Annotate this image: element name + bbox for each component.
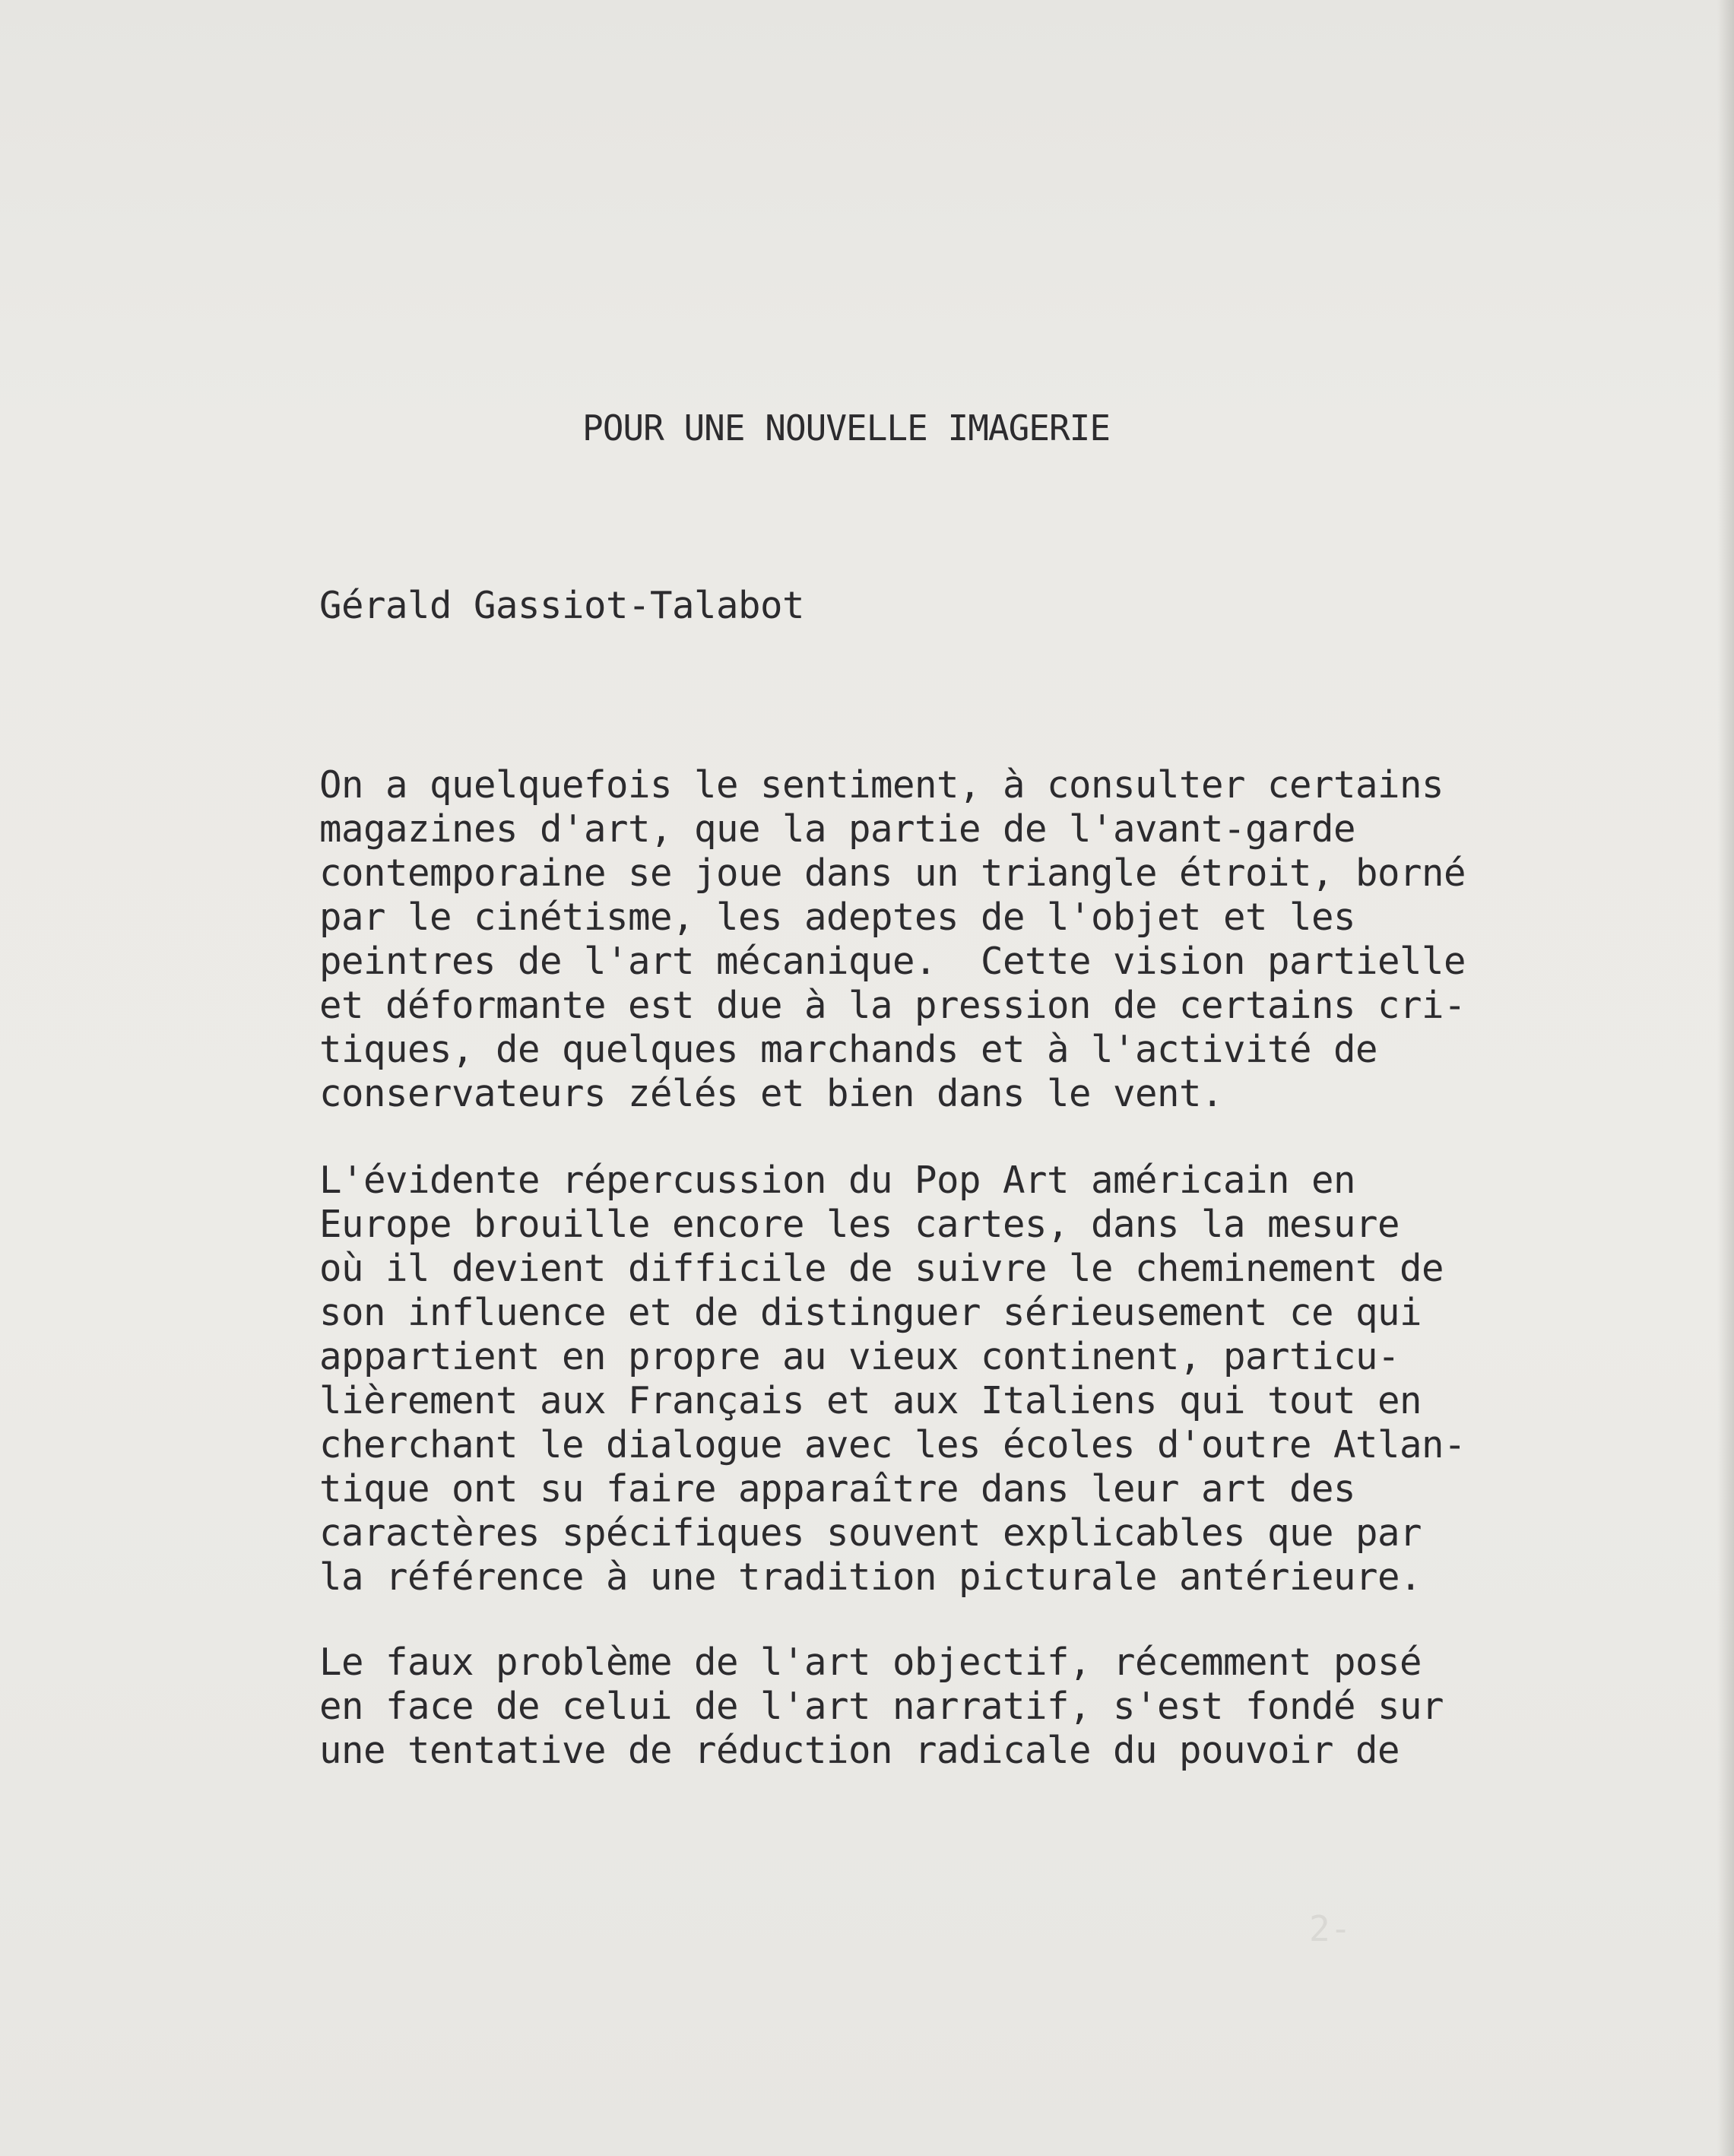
text-line: appartient en propre au vieux continent, particu- <box>319 1335 1400 1378</box>
text-line: lièrement aux Français et aux Italiens qui tout en <box>319 1379 1422 1422</box>
paragraph-3 <box>319 1641 1475 1773</box>
text-line: cherchant le dialogue avec les écoles d'outre Atlan- <box>319 1423 1466 1466</box>
text-line: L'évidente répercussion du Pop Art américain en <box>319 1159 1356 1202</box>
text-line: par le cinétisme, les adeptes de l'objet et les <box>319 896 1356 939</box>
text-line: son influence et de distinguer sérieusement ce qui <box>319 1291 1422 1334</box>
text-line: une tentative de réduction radicale du pouvoir de <box>319 1729 1400 1772</box>
text-line: caractères spécifiques souvent explicables que par <box>319 1511 1422 1555</box>
text-line: la référence à une tradition picturale antérieure. <box>319 1555 1422 1599</box>
text-line: où il devient difficile de suivre le cheminement de <box>319 1247 1444 1290</box>
paper-edge-shadow <box>1717 0 1734 2156</box>
text-line: et déformante est due à la pression de certains cri- <box>319 984 1466 1027</box>
paragraph-1 <box>319 763 1475 1116</box>
author-name: Gérald Gassiot-Talabot <box>319 584 805 627</box>
text-line: en face de celui de l'art narratif, s'est fondé sur <box>319 1685 1444 1728</box>
text-line: On a quelquefois le sentiment, à consulter certains <box>319 763 1444 807</box>
text-line: Le faux problème de l'art objectif, récemment posé <box>319 1641 1422 1684</box>
text-line: peintres de l'art mécanique. Cette vision partielle <box>319 940 1466 983</box>
text-line: conservateurs zélés et bien dans le vent. <box>319 1072 1224 1115</box>
text-line: Europe brouille encore les cartes, dans la mesure <box>319 1203 1400 1246</box>
text-line: tique ont su faire apparaître dans leur art des <box>319 1467 1356 1511</box>
text-line: magazines d'art, que la partie de l'avant-garde <box>319 807 1356 851</box>
paragraph-2 <box>319 1159 1475 1600</box>
text-line: contemporaine se joue dans un triangle étroit, borné <box>319 851 1466 895</box>
bleed-through-page-number: 2- <box>1309 1908 1352 1949</box>
document-title: POUR UNE NOUVELLE IMAGERIE <box>582 407 1111 449</box>
text-line: tiques, de quelques marchands et à l'activité de <box>319 1028 1378 1071</box>
